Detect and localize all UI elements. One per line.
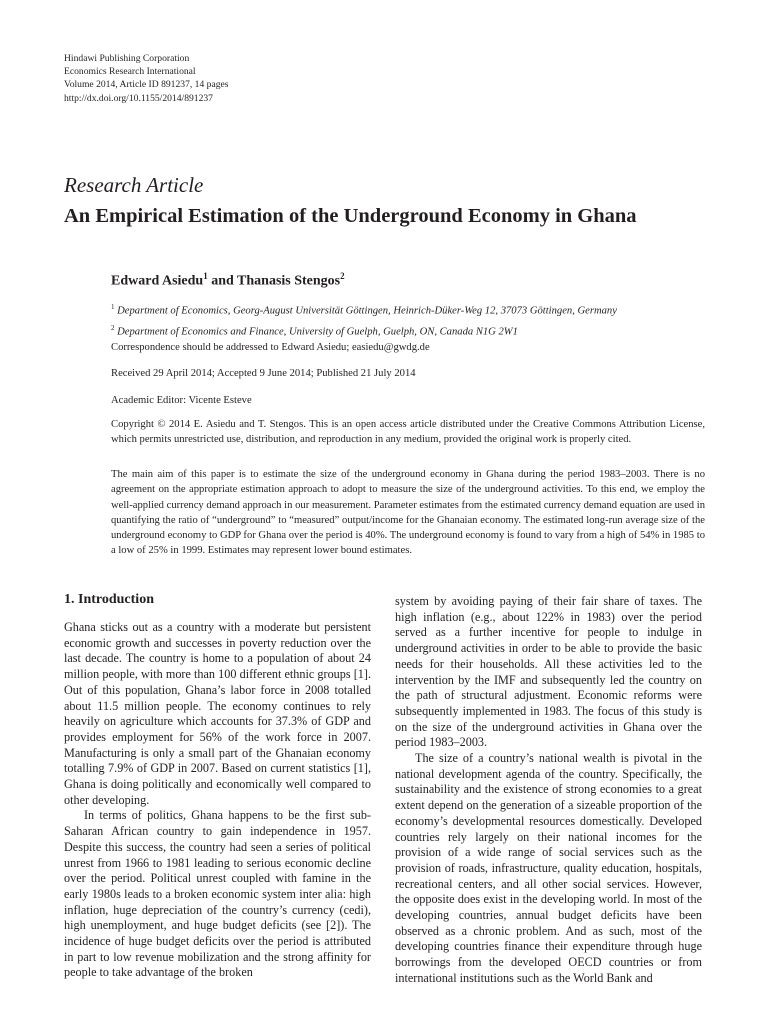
section-heading: 1. Introduction bbox=[64, 592, 154, 607]
journal-name: Economics Research International bbox=[64, 66, 196, 78]
publisher: Hindawi Publishing Corporation bbox=[64, 53, 190, 64]
affiliations bbox=[111, 299, 705, 340]
right-column bbox=[395, 594, 702, 987]
article-type: Research Article bbox=[64, 173, 204, 197]
affiliation bbox=[111, 320, 705, 341]
journal-info bbox=[64, 52, 229, 105]
affiliation-text: Department of Economics, Georg-August Universität Göttingen, Heinrich-Düker-Weg 12, 37073 Göttingen, Germany bbox=[117, 305, 617, 317]
affiliation-sup: 2 bbox=[111, 323, 115, 332]
paragraph: In terms of politics, Ghana happens to be the first sub-Saharan African country to gain independence in 1957. Despite this success, the country had seen a series of political unrest from 1966 to 1981 leading to serious economic decline over the period. Political unrest coupled with famine in the early 1980s leads to a broken economic system inter alia: high inflation, huge depreciation of the country’s currency (cedi), high unemployment, and huge budget deficits (see [2]). The incidence of huge budget deficits over the period is attributed in part to low revenue mobilization and the strong affinity for people to take advantage of the broken bbox=[64, 808, 371, 980]
abstract: The main aim of this paper is to estimate the size of the underground economy in Ghana during the period 1983–2003. There is no agreement on the appropriate estimation approach to adopt to measure the size of the underground activities. To this end, we employ the well-applied currency demand approach in our measurement. Parameter estimates from the estimated currency demand equation are used in quantifying the ratio of “underground” to “measured” output/income for the Ghanaian economy. The estimated long-run average size of the underground economy to GDP for Ghana over the period is 40%. The underground economy is found to vary from a high of 54% in 1985 to a low of 25% in 1999. Estimates may represent lower bound estimates. bbox=[111, 469, 705, 557]
academic-editor: Academic Editor: Vicente Esteve bbox=[111, 395, 252, 406]
correspondence: Correspondence should be addressed to Edward Asiedu; easiedu@gwdg.de bbox=[111, 342, 430, 353]
paper-title: An Empirical Estimation of the Underground Economy in Ghana bbox=[64, 205, 637, 227]
paragraph: Ghana sticks out as a country with a moderate but persistent economic growth and successes in poverty reduction over the last decade. The country is home to a population of about 24 million people, with more than 100 different ethnic groups [1]. Out of this population, Ghana’s labor force in 2008 totalled about 11.5 million people. The economy continues to rely heavily on agriculture which accounts for 37.3% of GDP and provides employment for 56% of the work force in 2007. Manufacturing is only a small part of the Ghanaian economy totalling 7.9% of GDP in 2007. Based on current statistics [1], Ghana is doing politically and economically well compared to other developing. bbox=[64, 620, 371, 807]
author-name: Thanasis Stengos bbox=[237, 273, 341, 289]
author-affil-sup: 2 bbox=[340, 271, 345, 281]
left-column bbox=[64, 590, 371, 981]
affiliation-text: Department of Economics and Finance, University of Guelph, Guelph, ON, Canada N1G 2W1 bbox=[117, 326, 518, 338]
author-affil-sup: 1 bbox=[203, 271, 208, 281]
affiliation-sup: 1 bbox=[111, 303, 115, 311]
affiliation bbox=[111, 299, 705, 320]
volume-info: Volume 2014, Article ID 891237, 14 pages bbox=[64, 79, 229, 91]
paragraph: system by avoiding paying of their fair share of taxes. The high inflation (e.g., about 122% in 1983) over the period served as a further incentive for people to indulge in underground activities in order to be able to provide the basic needs for their households. All these activities led to the intervention by the IMF and subsequently led the country on the path of structural adjustment. Economic reforms were subsequently implemented in 1983. The focus of this study is on the size of the underground activities in Ghana over the period 1983–2003. bbox=[395, 594, 702, 750]
author-joiner: and bbox=[207, 273, 238, 289]
publication-dates: Received 29 April 2014; Accepted 9 June 2014; Published 21 July 2014 bbox=[111, 368, 416, 379]
paragraph: The size of a country’s national wealth is pivotal in the national development agenda of the country. Specifically, the sustainability and the existence of strong economies to a great extent depend on the generation of a sizeable proportion of the economy’s developmental resources domestically. Developed countries rely largely on their national incomes for the provision of a wide range of social services such as the provision of roads, infrastructure, quality education, hospitals, recreational centers, and all other social services. However, the opposite does exist in the developing world. In most of the developing countries, annual budget deficits have been observed as a chronic problem. And as such, most of the developing countries finance their expenditure through huge borrowings from the developed OECD countries or from international institutions such as the World Bank and bbox=[395, 751, 702, 985]
author-name: Edward Asiedu bbox=[111, 273, 204, 289]
doi-link[interactable]: http://dx.doi.org/10.1155/2014/891237 bbox=[64, 92, 213, 104]
copyright-notice: Copyright © 2014 E. Asiedu and T. Stengos. This is an open access article distributed under the Creative Commons Attribution License, which permits unrestricted use, distribution, and reproduction in any medium, provided the original work is properly cited. bbox=[111, 419, 705, 445]
author-list bbox=[111, 271, 705, 290]
